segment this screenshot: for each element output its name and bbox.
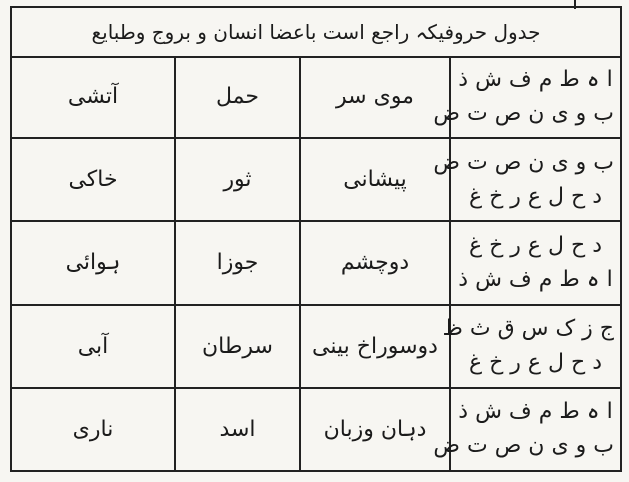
letters-line: د ح ل ع ر خ غ (468, 232, 603, 258)
body-part-cell: پیشانی (300, 138, 450, 221)
element-cell: ناری (12, 388, 175, 470)
letters-cell (450, 221, 620, 304)
letters-table-frame (10, 6, 622, 472)
zodiac-sign-cell: ثور (175, 138, 300, 221)
letters-cell (442, 305, 620, 388)
table-row (12, 56, 620, 138)
body-part-cell: دوسوراخ بینی (300, 305, 450, 388)
table-row (12, 221, 620, 304)
body-part-cell: دوچشم (300, 221, 450, 304)
body-part-cell: دہان وزبان (300, 388, 450, 470)
element-cell: آتشی (12, 56, 175, 138)
table-row (12, 138, 620, 221)
letters-line: د ح ل ع ر خ غ (468, 183, 603, 209)
table-row (12, 305, 620, 388)
letters-line: ب و ی ن ص ت ض (433, 433, 614, 459)
zodiac-sign-cell: جوزا (175, 221, 300, 304)
letters-line: ب و ی ن ص ت ض (433, 149, 614, 175)
letters-line: ا ہ ط م ف ش ذ (458, 399, 613, 425)
letters-cell (433, 56, 620, 138)
element-cell: ہوائی (12, 221, 175, 304)
letters-cell (433, 138, 620, 221)
letters-line: ج ز ک س ق ث ظ (442, 316, 614, 342)
letters-table (12, 56, 620, 470)
letters-line: ا ہ ط م ف ش ذ (458, 266, 613, 292)
zodiac-sign-cell: حمل (175, 56, 300, 138)
zodiac-sign-cell: اسد (175, 388, 300, 470)
table-row (12, 388, 620, 470)
element-cell: آبی (12, 305, 175, 388)
zodiac-sign-cell: سرطان (175, 305, 300, 388)
letters-line: د ح ل ع ر خ غ (468, 350, 603, 376)
page-title: جدول حروفیکہ راجع است باعضا انسان و بروج وطبایع (12, 8, 620, 58)
body-part-cell: موی سر (300, 56, 450, 138)
letters-line: ا ہ ط م ف ش ذ (458, 66, 613, 92)
element-cell: خاکی (12, 138, 175, 221)
letters-line: ب و ی ن ص ت ض (433, 100, 614, 126)
letters-cell (433, 388, 620, 470)
